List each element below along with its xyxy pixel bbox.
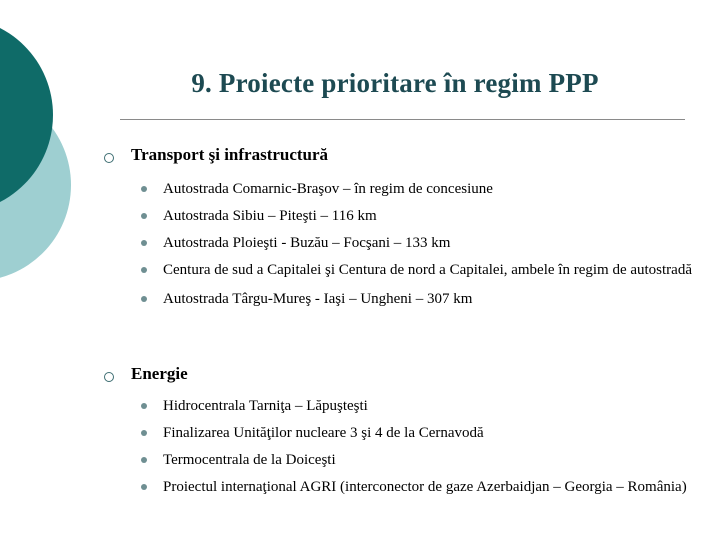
bullet-dot-icon xyxy=(141,430,147,436)
transport-list xyxy=(0,179,720,310)
hollow-circle-bullet-icon xyxy=(104,153,114,163)
list-item xyxy=(0,477,720,498)
list-item-text: Hidrocentrala Tarniţa – Lăpuşteşti xyxy=(163,398,368,414)
section-heading: Transport şi infrastructură xyxy=(131,145,329,164)
section-heading-row xyxy=(0,364,720,394)
bullet-dot-icon xyxy=(141,296,147,302)
list-item-text: Centura de sud a Capitalei şi Centura de nord a Capitalei, ambele în regim de autostradă xyxy=(163,262,692,278)
section-heading-row xyxy=(0,145,720,175)
list-item-text: Finalizarea Unităţilor nucleare 3 şi 4 de la Cernavodă xyxy=(163,425,484,441)
bullet-dot-icon xyxy=(141,457,147,463)
list-item xyxy=(0,396,720,417)
bullet-dot-icon xyxy=(141,484,147,490)
list-item-text: Proiectul internaţional AGRI (interconector de gaze Azerbaidjan – Georgia – România) xyxy=(163,479,687,495)
bullet-dot-icon xyxy=(141,403,147,409)
list-item-text: Autostrada Sibiu – Piteşti – 116 km xyxy=(163,208,377,224)
bullet-dot-icon xyxy=(141,186,147,192)
list-item-text: Autostrada Ploieşti - Buzău – Focşani – 133 km xyxy=(163,235,451,251)
bullet-dot-icon xyxy=(141,267,147,273)
list-item xyxy=(0,289,720,310)
section-heading: Energie xyxy=(131,364,188,383)
list-item xyxy=(0,450,720,471)
list-item xyxy=(0,423,720,444)
list-item-text: Autostrada Târgu-Mureş - Iaşi – Ungheni – 307 km xyxy=(163,291,473,307)
bullet-dot-icon xyxy=(141,240,147,246)
title-divider xyxy=(120,119,685,120)
list-item-text: Autostrada Comarnic-Braşov – în regim de concesiune xyxy=(163,181,493,197)
section-transport xyxy=(0,145,720,310)
list-item xyxy=(0,206,720,227)
hollow-circle-bullet-icon xyxy=(104,372,114,382)
section-energie xyxy=(0,364,720,498)
list-item xyxy=(0,260,720,281)
list-item-text: Termocentrala de la Doiceşti xyxy=(163,452,336,468)
list-item xyxy=(0,233,720,254)
energie-list xyxy=(0,396,720,498)
slide-title: 9. Proiecte prioritare în regim PPP xyxy=(191,68,599,98)
list-item xyxy=(0,179,720,200)
bullet-dot-icon xyxy=(141,213,147,219)
